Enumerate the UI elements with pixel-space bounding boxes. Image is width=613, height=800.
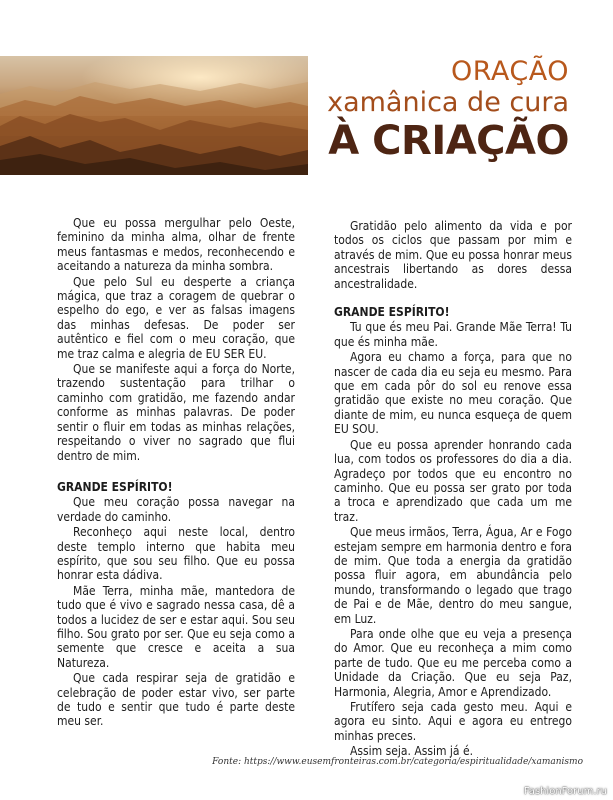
right-column — [334, 219, 572, 760]
paragraph: Reconheço aqui neste local, dentro deste templo interno que habita meu espírito, que sou seu filho. Que eu possa honrar esta dádiva. — [57, 525, 295, 583]
paragraph: Que cada respirar seja de gratidão e celebração de poder estar vivo, ser parte de tudo e sentir que tudo é parte deste meu ser. — [57, 671, 295, 729]
left-column — [57, 216, 295, 730]
paragraph: Frutífero seja cada gesto meu. Aqui e agora eu sinto. Aqui e agora eu entrego minhas preces. — [334, 700, 572, 743]
section-heading: GRANDE ESPÍRITO! — [334, 305, 450, 320]
paragraph: Que eu possa mergulhar pelo Oeste, feminino da minha alma, olhar de frente meus fantasmas e medos, reconhecendo e aceitando a natureza da minha sombra. — [57, 216, 295, 274]
paragraph: Que meu coração possa navegar na verdade do caminho. — [57, 495, 295, 524]
paragraph: Assim seja. Assim já é. — [350, 744, 474, 759]
paragraph: Para onde olhe que eu veja a presença do Amor. Que eu reconheça a mim como parte de tudo. Que eu me perceba como a Unidade da Criação. Que eu seja Paz, Harmonia, Alegria, Amor e Aprendizado. — [334, 626, 572, 699]
title-line-3: À CRIAÇÃO — [328, 118, 569, 164]
title-line-1: ORAÇÃO — [450, 56, 569, 87]
paragraph: Que meus irmãos, Terra, Água, Ar e Fogo estejam sempre em harmonia dentro e fora de mim. Que toda a energia da gratidão possa fluir agora, em abundância pelo mundo, transformando o legado que trago de Pai e de Mãe, dentro do meu sangue, em Luz. — [334, 525, 572, 626]
title-line-2: xamânica de cura — [327, 87, 569, 118]
canyon-landscape-icon — [0, 56, 308, 175]
paragraph: Gratidão pelo alimento da vida e por todos os ciclos que passam por mim e através de mim. Que eu possa honrar meus ancestrais libertando as dores dessa ancestralidade. — [334, 219, 572, 291]
paragraph: Mãe Terra, minha mãe, mantedora de tudo que é vivo e sagrado nessa casa, dê a todos a lucidez de ser e estar aqui. Sou seu filho. Sou grato por ser. Que eu seja como a semente que cresce e aceita a sua Natureza. — [57, 583, 295, 670]
section-heading: GRANDE ESPÍRITO! — [57, 479, 173, 494]
source-citation: Fonte: https://www.eusemfronteiras.com.br/categoria/espiritualidade/xamanismo — [212, 757, 583, 767]
paragraph: Que pelo Sul eu desperte a criança mágica, que traz a coragem de quebrar o espelho do ego, e ver as falsas imagens das minhas defesas. De poder ser autêntico e fiel com o meu coração, que me traz calma e alegria de EU SER EU. — [57, 274, 295, 361]
canyon-photo — [0, 56, 308, 175]
paragraph: Tu que és meu Pai. Grande Mãe Terra! Tu que és minha mãe. — [334, 320, 572, 349]
paragraph: Que eu possa aprender honrando cada lua, com todos os professores do dia a dia. Agradeço por todos que eu encontro no caminho. Que eu possa ser grato por toda a troca e aprendizado que cada um me traz. — [334, 437, 572, 524]
watermark: FashionForum.ru — [523, 786, 607, 797]
paragraph: Agora eu chamo a força, para que no nascer de cada dia eu seja eu mesmo. Para que em cada pôr do sol eu renove essa gratidão que existe no meu coração. Que diante de mim, eu nunca esqueça de quem EU SOU. — [334, 350, 572, 437]
paragraph: Que se manifeste aqui a força do Norte, trazendo sustentação para trilhar o caminho com gratidão, me fazendo andar conforme as minhas palavras. De poder sentir o fluir em todas as minhas relações, respeitando o viver no sagrado que flui dentro de mim. — [57, 362, 295, 463]
